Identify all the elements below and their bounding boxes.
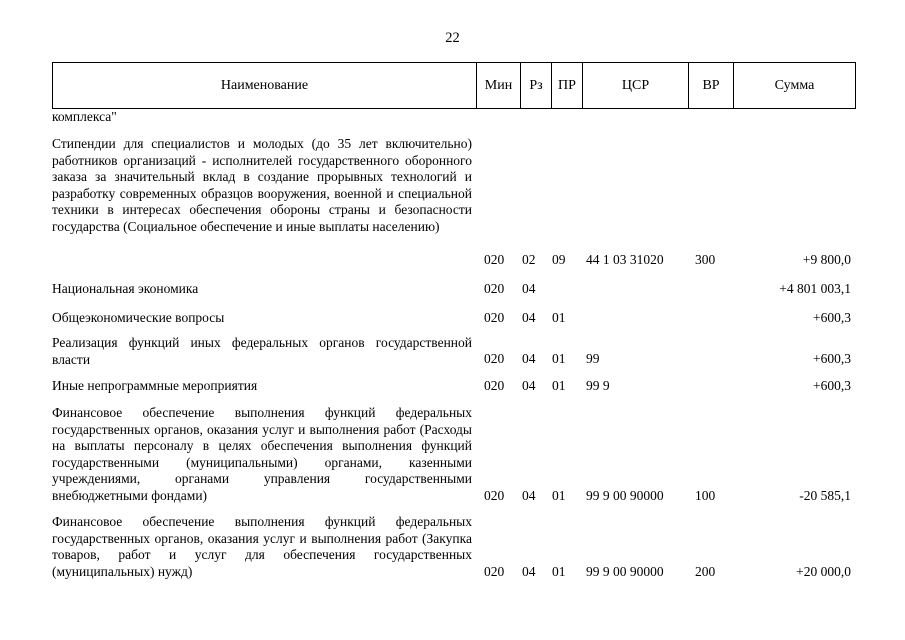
row-csr: 99 9 00 90000 — [586, 564, 664, 580]
row-sum: -20 585,1 — [799, 488, 851, 504]
row-pr: 01 — [552, 310, 566, 326]
header-rz: Рз — [521, 63, 552, 109]
table-row — [52, 335, 855, 368]
row-vr: 100 — [695, 488, 716, 504]
header-name: Наименование — [53, 63, 477, 109]
row-sum: +4 801 003,1 — [779, 281, 851, 297]
row-sum: +9 800,0 — [802, 252, 851, 268]
continuation-row — [52, 109, 855, 126]
header-sum: Сумма — [734, 63, 856, 109]
row-min: 020 — [484, 351, 505, 367]
row-min: 020 — [484, 281, 505, 297]
row-rz: 02 — [522, 252, 536, 268]
header-min: Мин — [477, 63, 521, 109]
table-row — [52, 405, 855, 505]
row-sum: +20 000,0 — [796, 564, 851, 580]
row-min: 020 — [484, 564, 505, 580]
row-name: Финансовое обеспечение выполнения функций федеральных государственных органов, оказания услуг и выполнения работ (Закупка товаров, работ и услуг для обеспечения государственных (муниципальных) нужд) — [52, 514, 472, 579]
row-name: Реализация функций иных федеральных органов государственной власти — [52, 335, 472, 367]
header-vr: ВР — [689, 63, 734, 109]
table-row — [52, 136, 855, 269]
row-sum: +600,3 — [813, 351, 851, 367]
table-row — [52, 514, 855, 581]
row-pr: 01 — [552, 351, 566, 367]
header-pr: ПР — [552, 63, 583, 109]
row-vr: 300 — [695, 252, 716, 268]
row-min: 020 — [484, 310, 505, 326]
row-min: 020 — [484, 378, 505, 394]
table-header — [52, 62, 856, 109]
row-pr: 01 — [552, 488, 566, 504]
table-row — [52, 378, 855, 395]
row-rz: 04 — [522, 488, 536, 504]
row-rz: 04 — [522, 310, 536, 326]
row-csr: 44 1 03 31020 — [586, 252, 664, 268]
table-row — [52, 281, 855, 298]
continuation-text: комплекса" — [52, 109, 117, 124]
row-sum: +600,3 — [813, 378, 851, 394]
row-name: Национальная экономика — [52, 281, 199, 296]
row-min: 020 — [484, 252, 505, 268]
page-number: 22 — [445, 30, 460, 46]
row-min: 020 — [484, 488, 505, 504]
table-row — [52, 310, 855, 327]
row-vr: 200 — [695, 564, 716, 580]
row-sum: +600,3 — [813, 310, 851, 326]
row-name: Финансовое обеспечение выполнения функций федеральных государственных органов, оказания услуг и выполнения работ (Расходы на выплаты персоналу в целях обеспечения выполнения функций государственными (муниципальными) органами, казенными учреждениями, органами управления государственными внебюджетными фондами) — [52, 405, 472, 503]
row-rz: 04 — [522, 378, 536, 394]
row-rz: 04 — [522, 281, 536, 297]
row-name: Общеэкономические вопросы — [52, 310, 225, 325]
row-pr: 09 — [552, 252, 566, 268]
row-name: Иные непрограммные мероприятия — [52, 378, 258, 393]
header-csr: ЦСР — [583, 63, 689, 109]
row-pr: 01 — [552, 564, 566, 580]
row-csr: 99 9 — [586, 378, 610, 394]
row-csr: 99 — [586, 351, 600, 367]
row-csr: 99 9 00 90000 — [586, 488, 664, 504]
row-rz: 04 — [522, 564, 536, 580]
row-rz: 04 — [522, 351, 536, 367]
row-pr: 01 — [552, 378, 566, 394]
row-name: Стипендии для специалистов и молодых (до 35 лет включительно) работников организаций - исполнителей государственного оборонного заказа за значительный вклад в создание прорывных технологий и разработку современных образцов вооружения, военной и специальной техники в интересах обеспечения обороны страны и безопасности государства (Социальное обеспечение и иные выплаты населению) — [52, 136, 472, 234]
